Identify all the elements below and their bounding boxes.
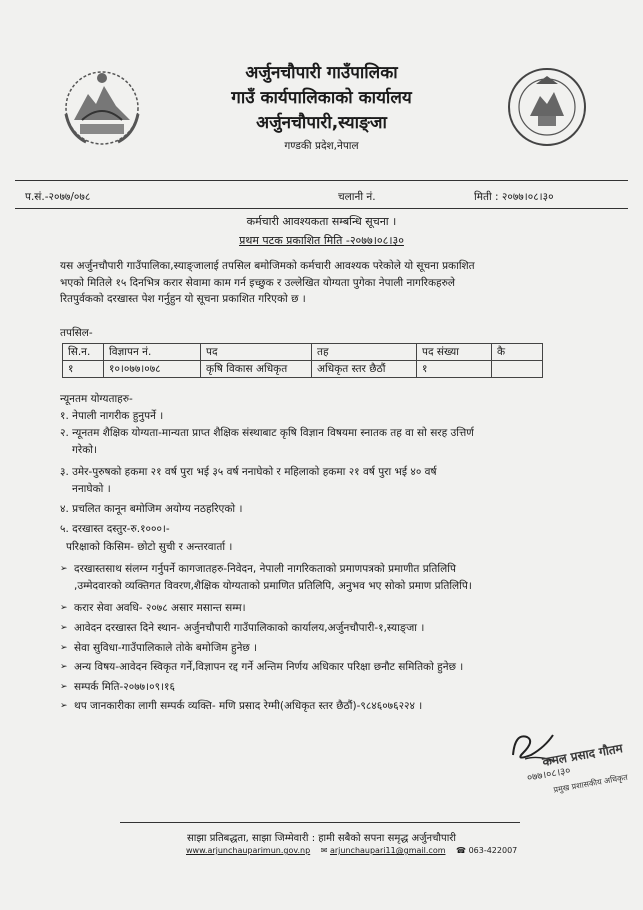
email-link[interactable]: arjunchaupari11@gmail.com [329, 846, 446, 855]
bullet-text: अन्य विषय-आवेदन स्विकृत गर्ने,विज्ञापन रद्द गर्ने अन्तिम निर्णय अधिकार परिक्षा छनौट समितिको हुनेछ । [74, 661, 464, 673]
signatory-name: कमल प्रसाद गौतम [541, 741, 624, 770]
qualifications-heading: न्यूनतम योग्यताहरु- [60, 393, 133, 405]
signature-date: ०७७।०८।३० [526, 765, 572, 784]
dispatch-number-label: चलानी नं. [338, 191, 376, 203]
bullet-text: करार सेवा अवधि- २०७८ असार मसान्त सम्म। [74, 602, 246, 614]
col-serial-header: सि.न. [63, 344, 104, 361]
province-name: गण्डकी प्रदेश,नेपाल [284, 140, 359, 152]
website-link[interactable]: www.arjunchauparimun.gov.np [186, 846, 311, 855]
reference-number: प.सं.-२०७७/०७८ [25, 191, 91, 203]
signatory-title: प्रमुख प्रशासकीय अधिकृत [552, 772, 629, 795]
cell-serial: १ [63, 361, 104, 378]
notice-title: कर्मचारी आवश्यकता सम्बन्धि सूचना । [246, 215, 397, 228]
bullet-text: थप जानकारीका लागी सम्पर्क व्यक्ति- मणि प्रसाद रेग्मी(अधिकृत स्तर छैठौं)-९८४६०७६२२४ । [74, 700, 423, 712]
email-icon: ✉ [320, 846, 328, 855]
office-location: अर्जुनचौपारी,स्याङ्जा [256, 113, 387, 133]
cell-count: १ [417, 361, 492, 378]
bullet-text: ,उम्मेदवारको व्यक्तिगत विवरण,शैक्षिक योग्यताको प्रमाणित प्रतिलिपि, अनुभव भए सोको प्रमाण प्रतिलिपि। [74, 579, 472, 592]
arrow-bullet-icon: ➢ [60, 701, 68, 711]
office-name: गाउँ कार्यपालिकाको कार्यालय [231, 88, 412, 108]
arrow-bullet-icon: ➢ [60, 564, 68, 574]
exam-type: परिक्षाको किसिम- छोटो सुची र अन्तरवार्ता । [66, 541, 233, 553]
header-divider-bottom [15, 208, 628, 209]
col-level-header: तह [312, 344, 417, 361]
official-stamp-icon [525, 738, 633, 808]
paragraph-line: रितपुर्वकको दरखास्त पेश गर्नुहुन यो सूचना प्रकाशित गरिएको छ । [60, 293, 306, 305]
arrow-bullet-icon: ➢ [60, 623, 68, 633]
arrow-bullet-icon: ➢ [60, 662, 68, 672]
cell-ad-number: १०।०७७।०७८ [104, 361, 201, 378]
qualification-item-cont: ननाघेको । [72, 483, 111, 495]
notice-paragraph [60, 258, 580, 308]
phone-icon: ☎ [456, 846, 467, 855]
bullet-text: आवेदन दरखास्त दिने स्थान- अर्जुनचौपारी गाउँपालिकाको कार्यालय,अर्जुनचौपारी-१,स्याङ्जा । [74, 622, 425, 634]
paragraph-line: यस अर्जुनचौपारी गाउँपालिका,स्याङ्जालाई तपसिल बमोजिमको कर्मचारी आवश्यक परेकोले यो सूचना प्रकाशित [60, 260, 475, 272]
footer-motto: साझा प्रतिबद्धता, साझा जिम्मेवारी : हामी सबैको सपना समृद्ध अर्जुनचौपारी [187, 833, 456, 844]
qualification-item: ३. उमेर-पुरुषको हकमा २१ वर्ष पुरा भई ३५ वर्ष ननाघेको र महिलाको हकमा २१ वर्ष पुरा भई ४० वर्ष [60, 466, 437, 478]
header-divider-top [15, 180, 628, 181]
col-count-header: पद संख्या [417, 344, 492, 361]
publication-date: प्रथम पटक प्रकाशित मिति -२०७७।०८।३० [239, 234, 404, 247]
bullet-text: सेवा सुविधा-गाउँपालिकाले तोके बमोजिम हुनेछ । [74, 642, 258, 654]
col-remarks-header: कै [492, 344, 543, 361]
phone-number: 063-422007 [468, 846, 518, 855]
list-item [60, 561, 594, 594]
bullet-text: सम्पर्क मिति-२०७७।०९।१६ [74, 681, 175, 693]
list-item [60, 659, 594, 676]
arrow-bullet-icon: ➢ [60, 682, 68, 692]
footer-contact [186, 846, 517, 855]
list-item [60, 640, 594, 657]
cell-post: कृषि विकास अधिकृत [201, 361, 312, 378]
cell-remarks [492, 361, 543, 378]
col-ad-number-header: विज्ञापन नं. [104, 344, 201, 361]
qualification-item: ४. प्रचलित कानून बमोजिम अयोग्य नठहरिएको । [60, 503, 243, 515]
qualification-item-cont: गरेको। [72, 444, 97, 456]
schedule-label: तपसिल- [60, 327, 93, 339]
list-item [60, 620, 594, 637]
paragraph-line: भएको मितिले १५ दिनभित्र करार सेवामा काम गर्न इच्छुक र उल्लेखित योग्यता पुगेका नेपाली नागरिकहरुले [60, 276, 455, 289]
application-fee: ५. दरखास्त दस्तुर-रु.१०००।- [60, 523, 170, 535]
table-row [63, 361, 543, 378]
qualification-item: २. न्यूनतम शैक्षिक योग्यता-मान्यता प्राप्त शैक्षिक संस्थाबाट कृषि विज्ञान विषयमा स्नातक तह वा सो सरह उत्तिर्ण [60, 427, 474, 439]
col-post-header: पद [201, 344, 312, 361]
cell-level: अधिकृत स्तर छैठौं [312, 361, 417, 378]
list-item [60, 679, 594, 696]
arrow-bullet-icon: ➢ [60, 603, 68, 613]
table-header-row [63, 344, 543, 361]
arrow-bullet-icon: ➢ [60, 643, 68, 653]
vacancy-table [62, 343, 543, 378]
bullet-text: दरखास्तसाथ संलग्न गर्नुपर्ने कागजातहरु-निवेदन, नेपाली नागरिकताको प्रमाणपत्रको प्रमाणीत प्रतिलिपि [74, 563, 456, 575]
list-item [60, 600, 594, 617]
footer-divider [120, 822, 520, 823]
qualification-item: १. नेपाली नागरीक हुनुपर्ने । [60, 410, 164, 422]
list-item [60, 698, 594, 715]
letter-date: मिती : २०७७।०८।३० [474, 191, 554, 203]
municipality-name: अर्जुनचौपारी गाउँपालिका [245, 63, 398, 83]
